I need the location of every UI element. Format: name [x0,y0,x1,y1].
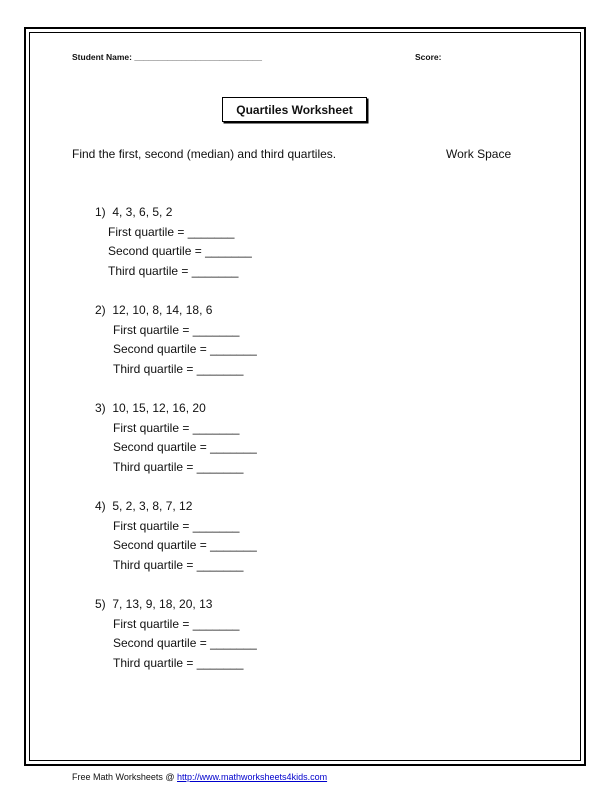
problem-question: 2) 12, 10, 8, 14, 18, 6 [95,303,213,317]
work-space-label: Work Space [446,147,512,161]
first-quartile-blank: First quartile = _______ [113,420,240,435]
third-quartile-blank: Third quartile = _______ [113,361,244,376]
first-quartile-blank: First quartile = _______ [113,616,240,631]
problem-5 [95,595,257,673]
problem-1 [95,203,252,281]
problem-question: 1) 4, 3, 6, 5, 2 [95,205,173,219]
second-quartile-blank: Second quartile = _______ [113,342,257,357]
worksheet-title: Quartiles Worksheet [222,97,367,122]
problem-2 [95,301,257,379]
instructions: Find the first, second (median) and third quartiles. [72,147,337,161]
footer-text: Free Math Worksheets @ [72,772,178,782]
student-name-label: Student Name: ___________________________ [72,52,262,62]
first-quartile-blank: First quartile = _______ [113,322,240,337]
footer [72,772,327,782]
problem-question: 4) 5, 2, 3, 8, 7, 12 [95,499,193,513]
first-quartile-blank: First quartile = _______ [113,518,240,533]
third-quartile-blank: Third quartile = _______ [113,655,244,670]
second-quartile-blank: Second quartile = _______ [113,440,257,455]
third-quartile-blank: Third quartile = _______ [113,557,244,572]
problem-question: 5) 7, 13, 9, 18, 20, 13 [95,597,213,611]
problem-4 [95,497,257,575]
score-label: Score: [415,52,442,62]
third-quartile-blank: Third quartile = _______ [113,459,244,474]
problem-3 [95,399,257,477]
problem-question: 3) 10, 15, 12, 16, 20 [95,401,206,415]
second-quartile-blank: Second quartile = _______ [108,244,252,259]
third-quartile-blank: Third quartile = _______ [108,263,239,278]
second-quartile-blank: Second quartile = _______ [113,538,257,553]
second-quartile-blank: Second quartile = _______ [113,636,257,651]
footer-link[interactable]: http://www.mathworksheets4kids.com [177,772,328,782]
first-quartile-blank: First quartile = _______ [108,224,235,239]
